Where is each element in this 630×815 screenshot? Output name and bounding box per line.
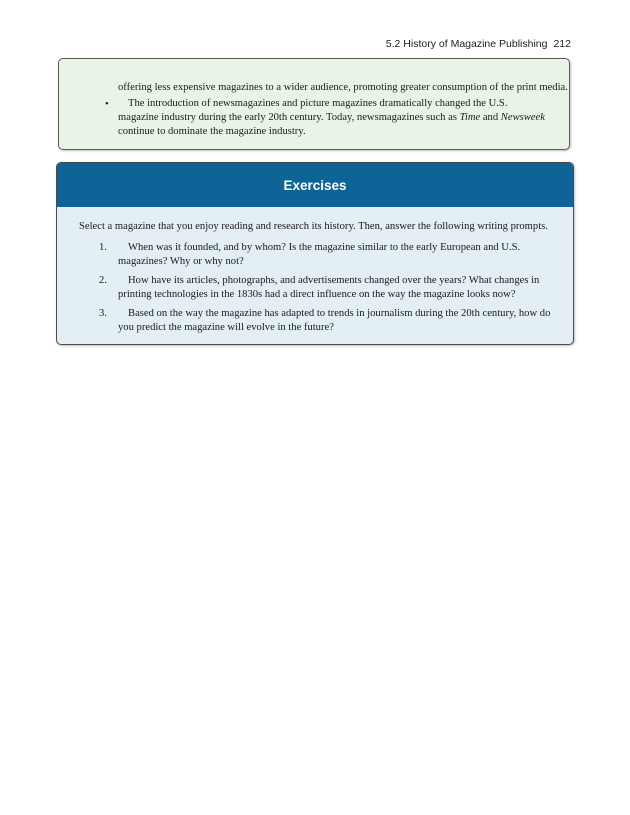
exercise-item [57, 274, 573, 302]
magazine-title-newsweek: Newsweek [500, 112, 545, 123]
bullet-text [118, 97, 548, 139]
exercise-text: How have its articles, photographs, and advertisements changed over the years? What changes in printing technologies in the 1830s had a direct influence on the way the magazine looks now? [118, 275, 540, 300]
exercise-item [57, 307, 573, 335]
exercise-number: 1. [99, 242, 107, 253]
exercise-item [57, 241, 573, 269]
key-takeaways-box [58, 58, 570, 150]
exercises-header [57, 163, 573, 207]
bullet-text-part: continue to dominate the magazine industry. [118, 126, 306, 137]
page-number: 212 [553, 38, 571, 50]
exercises-box [56, 162, 574, 345]
bullet-marker: • [105, 99, 109, 110]
bullet-text-part: The introduction of newsmagazines and picture magazines dramatically changed the U.S. magazine industry during the early 20th century. Today, newsmagazines such as [118, 98, 508, 123]
exercise-text: When was it founded, and by whom? Is the magazine similar to the early European and U.S. magazines? Why or why not? [118, 242, 521, 267]
exercise-list [57, 241, 573, 340]
exercise-number: 3. [99, 308, 107, 319]
exercise-number: 2. [99, 275, 107, 286]
exercise-text: Based on the way the magazine has adapted to trends in journalism during the 20th century, how do you predict the magazine will evolve in the future? [118, 308, 551, 333]
bullet-text-part: and [480, 112, 501, 123]
exercises-intro: Select a magazine that you enjoy reading and research its history. Then, answer the following writing prompts. [79, 221, 548, 232]
magazine-title-time: Time [459, 112, 481, 123]
running-head [386, 38, 571, 50]
exercises-title: Exercises [283, 178, 347, 193]
continued-bullet-text: offering less expensive magazines to a wider audience, promoting greater consumption of the print media. [118, 82, 568, 93]
section-title: 5.2 History of Magazine Publishing [385, 38, 548, 50]
